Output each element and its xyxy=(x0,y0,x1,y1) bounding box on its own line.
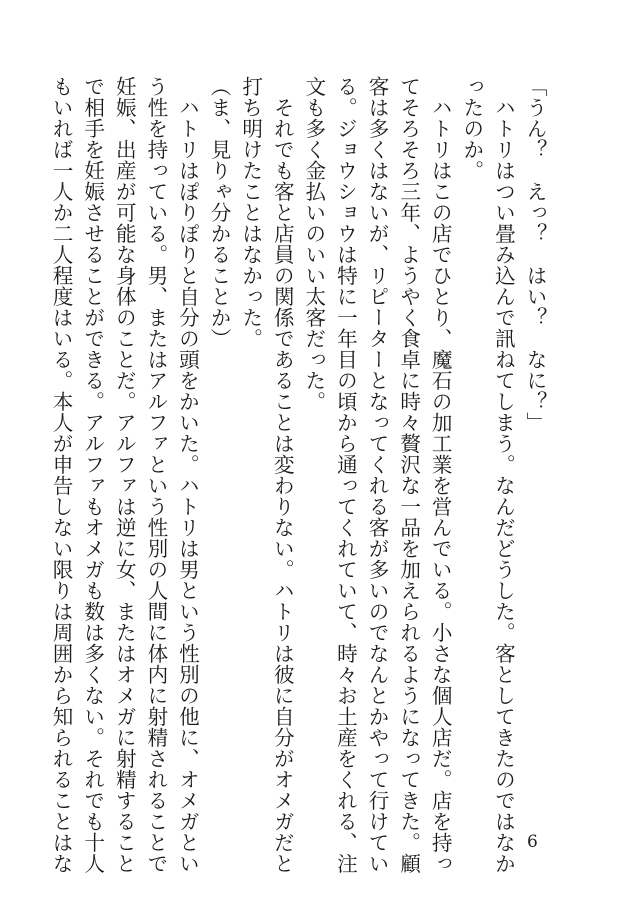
vertical-text-block xyxy=(45,76,551,874)
text-line: ハトリはこの店でひとり、魔石の加工業を営んでいる。小さな個人店だ。店を持っ xyxy=(428,76,453,874)
text-line: ハトリはつい畳み込んで訊ねてしまう。なんだどうした。客としてきたのではなか xyxy=(491,76,516,874)
text-line: ったのか。 xyxy=(459,76,484,181)
text-line: （ま、見りゃ分かることか） xyxy=(207,76,232,349)
text-line: で相手を妊娠させることができる。アルファもオメガも数は多くない。それでも十人 xyxy=(80,76,105,874)
text-line: う性を持っている。男、またはアルファという性別の人間に体内に射精されることで xyxy=(143,76,168,874)
text-line: もいれば一人か二人程度はいる。本人が申告しない限りは周囲から知られることはな xyxy=(49,76,74,874)
text-line: それでも客と店員の関係であることは変わりない。ハトリは彼に自分がオメガだと xyxy=(270,76,295,874)
text-line: 文も多く金払いのいい太客だった。 xyxy=(301,76,326,412)
page-number: 6 xyxy=(527,832,538,852)
text-line: 「うん？ えっ？ はい？ なに？」 xyxy=(523,76,547,433)
text-line: 妊娠、出産が可能な身体のことだ。アルファは逆に女、またはオメガに射精すること xyxy=(112,76,137,874)
text-line: てそろそろ三年、ようやく食卓に時々贅沢な一品を加えられるようになってきた。顧 xyxy=(396,76,421,874)
text-line: 客は多くはないが、リピーターとなってくれる客が多いのでなんとかやって行けてい xyxy=(365,76,390,874)
text-line: ハトリはぽりぽりと自分の頭をかいた。ハトリは男という性別の他に、オメガとい xyxy=(175,76,200,874)
text-line: る。ジョウショウは特に一年目の頃から通ってくれていて、時々お土産をくれる、注 xyxy=(333,76,358,874)
text-line: 打ち明けたことはなかった。 xyxy=(238,76,263,349)
